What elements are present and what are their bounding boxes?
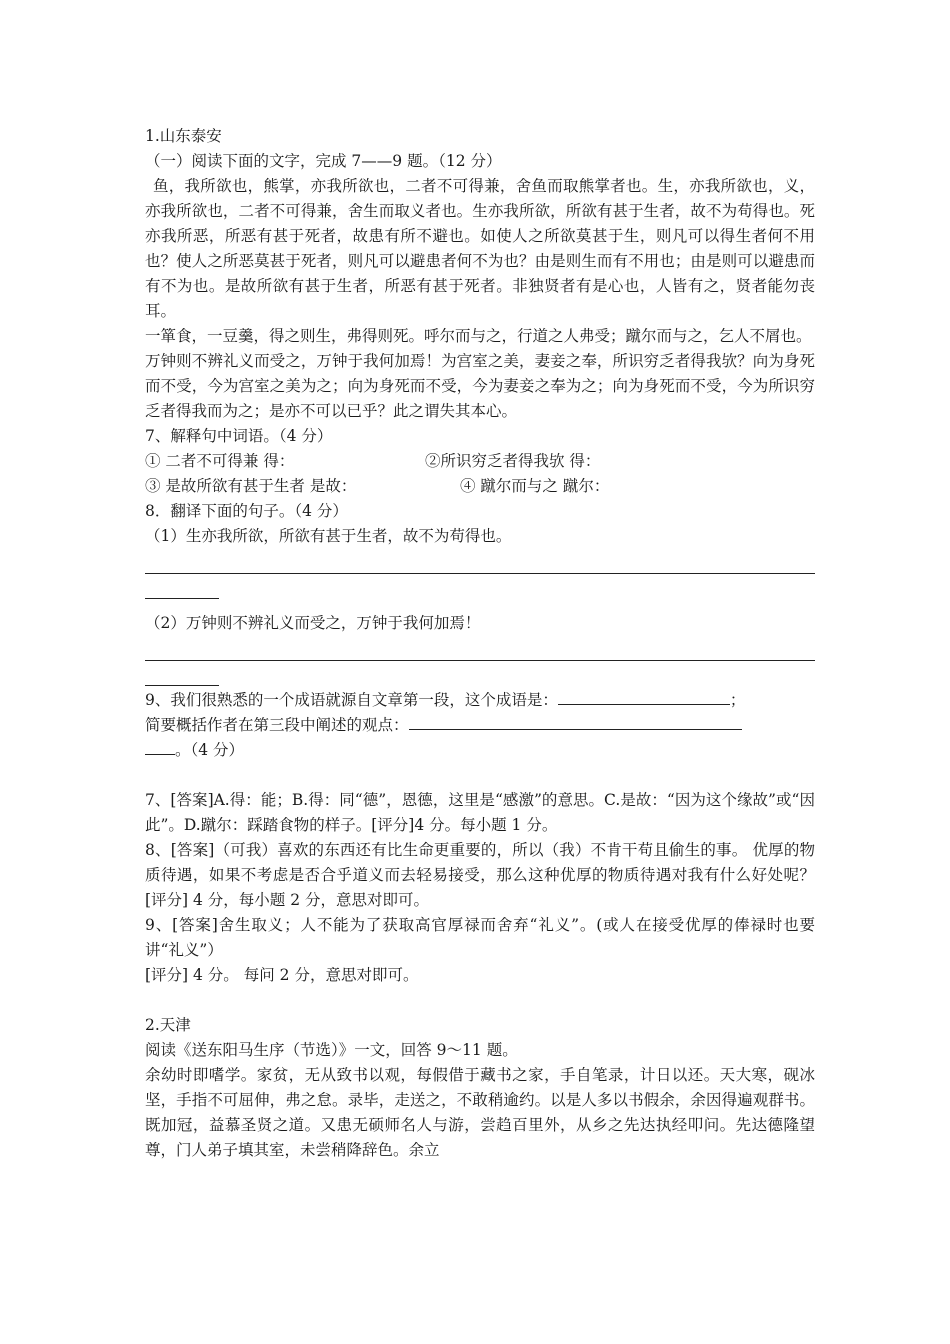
answer-7: 7、[答案]A.得：能；B.得：同“德”，恩德，这里是“感激”的意思。C.是故：“因为这个缘故”或“因此”。D.蹴尔：踩踏食物的样子。[评分]4 分。每小题 1 分。	[145, 791, 815, 834]
document-page	[145, 124, 815, 1163]
passage-paragraph-1: 鱼，我所欲也，熊掌，亦我所欲也，二者不可得兼，舍鱼而取熊掌者也。生，亦我所欲也，义，亦我所欲也，二者不可得兼，舍生而取义者也。生亦我所欲，所欲有甚于生者，故不为苟得也。死亦我所恶，所恶有甚于死者，故患有所不避也。如使人之所欲莫甚于生，则凡可以得生者何不用也？使人之所恶莫甚于死者，则凡可以避患者何不为也？由是则生而有不用也；由是则可以避患而有不为也。是故所欲有甚于生者，所恶有甚于死者。非独贤者有是心也，人皆有之，贤者能勿丧耳。	[145, 177, 815, 320]
fill-blank-viewpoint-tail[interactable]	[145, 738, 175, 755]
section2-instruction: 阅读《送东阳马生序（节选）》一文，回答 9～11 题。	[145, 1041, 518, 1059]
question-8-title: 8．翻译下面的句子。（4 分）	[145, 502, 348, 520]
answer-line[interactable]	[145, 549, 815, 574]
question-7-item-2: ②所识穷乏者得我欤 得：	[425, 452, 601, 470]
answer-8: 8、[答案]（可我）喜欢的东西还有比生命更重要的，所以（我）不肯干苟且偷生的事。 优厚的物质待遇，如果不考虑是否合乎道义而去轻易接受，那么这种优厚的物质待遇对我有什么好处呢？ [评分] 4 分，每小题 2 分，意思对即可。	[145, 841, 815, 909]
spacer	[145, 763, 815, 788]
section1-heading: 1.山东泰安	[145, 127, 222, 145]
question-7-row-1	[145, 449, 815, 474]
answer-line-tail[interactable]	[145, 574, 219, 599]
question-7-item-4: ④ 蹴尔而与之 蹴尔：	[460, 477, 610, 495]
question-7-row-2	[145, 474, 815, 499]
passage-paragraph-3: 万钟则不辨礼义而受之，万钟于我何加焉！为宫室之美，妻妾之奉，所识穷乏者得我欤？向为身死而不受，今为宫室之美为之；向为身死而不受，今为妻妾之奉为之；向为身死而不受，今为所识穷乏者得我而为之；是亦不可以已乎？此之谓失其本心。	[145, 352, 815, 420]
answer-9: 9、[答案]舍生取义；人不能为了获取高官厚禄而舍弃“礼义”。(或人在接受优厚的俸禄时也要讲“礼义”）	[145, 916, 815, 959]
question-9-line-1: 9、我们很熟悉的一个成语就源自文章第一段，这个成语是： ；	[145, 688, 815, 713]
spacer	[145, 988, 815, 1013]
answer-line[interactable]	[145, 636, 815, 661]
passage-paragraph-2: 一箪食，一豆羹，得之则生，弗得则死。呼尔而与之，行道之人弗受；蹴尔而与之，乞人不屑也。	[145, 327, 812, 345]
section2-heading: 2.天津	[145, 1016, 191, 1034]
section1-instruction: （一）阅读下面的文字，完成 7——9 题。（12 分）	[145, 152, 502, 170]
fill-blank-viewpoint[interactable]	[409, 713, 742, 730]
question-9-line-2: 简要概括作者在第三段中阐述的观点：	[145, 713, 815, 738]
question-8-sentence-1: （1）生亦我所欲，所欲有甚于生者，故不为苟得也。	[145, 527, 512, 545]
fill-blank-idiom[interactable]	[558, 688, 730, 705]
question-7-item-3: ③ 是故所欲有甚于生者 是故：	[145, 477, 357, 495]
question-8-sentence-2: （2）万钟则不辨礼义而受之，万钟于我何加焉！	[145, 614, 481, 632]
section2-passage: 余幼时即嗜学。家贫，无从致书以观，每假借于藏书之家，手自笔录，计日以还。天大寒，砚冰坚，手指不可屈伸，弗之怠。录毕，走送之，不敢稍逾约。以是人多以书假余，余因得遍观群书。既加冠，益慕圣贤之道。又患无硕师名人与游，尝趋百里外，从乡之先达执经叩问。先达德隆望尊，门人弟子填其室，未尝稍降辞色。余立	[145, 1066, 815, 1159]
answer-line-tail[interactable]	[145, 661, 219, 686]
question-9-line-3: 。（4 分）	[145, 738, 815, 763]
question-7-item-1: ① 二者不可得兼 得：	[145, 452, 295, 470]
question-7-title: 7、解释句中词语。（4 分）	[145, 427, 333, 445]
answer-9-score: [评分] 4 分。 每问 2 分，意思对即可。	[145, 966, 419, 984]
